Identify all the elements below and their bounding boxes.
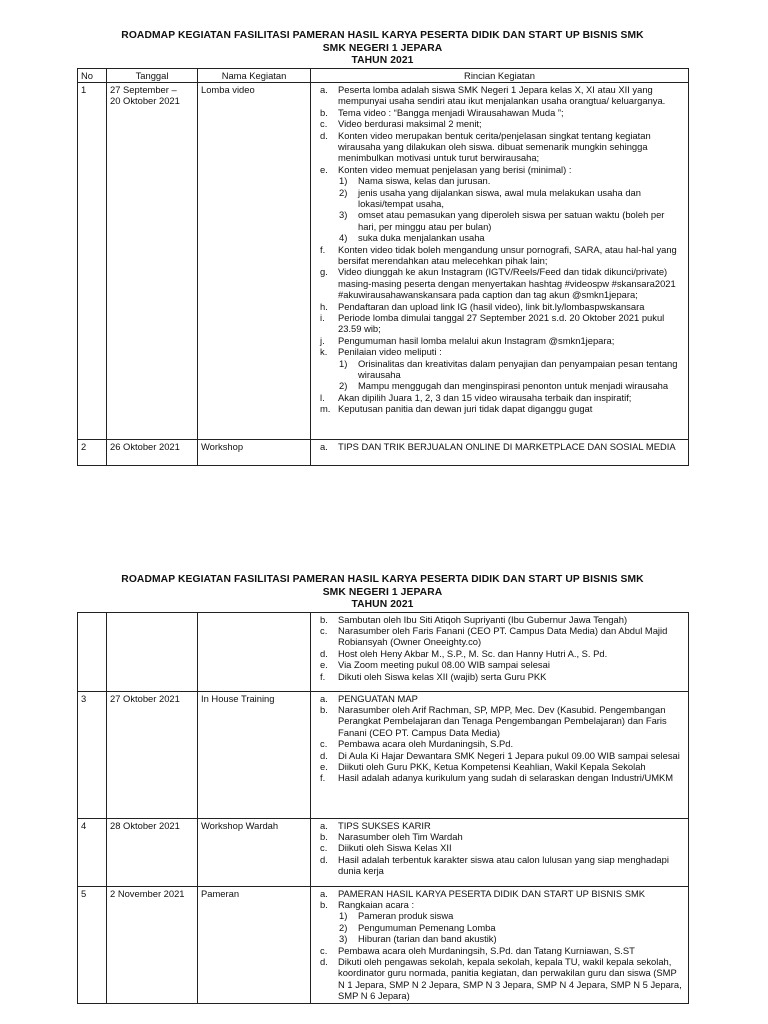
page-two [77,574,688,1004]
list-item: e. Konten video memuat penjelasan yang berisi (minimal) : 1) Nama siswa, kelas dan jurusan. 2) jenis usaha yang dijalankan siswa, awal mula melakukan usaha dan lokasi/tempat usaha, 3) omset atau pemasukan yang diperoleh siswa per satuan waktu (boleh per hari, per minggu atau per bulan) 4) suka duka menjalankan usaha [314,164,685,244]
list-item: b. Rangkaian acara : 1) Pameran produk siswa 2) Pengumuman Pemenang Lomba 3) Hiburan (tarian dan band akustik) [314,899,685,945]
row-details [311,612,689,691]
detail-list [314,84,685,415]
list-item: e. Via Zoom meeting pukul 08.00 WIB sampai selesai [320,659,550,671]
row-activity-name: Lomba video [198,82,311,439]
date-end: 20 Oktober 2021 [110,95,180,107]
row-date: 2 November 2021 [107,886,198,1003]
roadmap-table [77,68,689,466]
row-activity-name: Workshop [198,439,311,465]
list-item: a. TIPS DAN TRIK BERJUALAN ONLINE DI MARKETPLACE DAN SOSIAL MEDIA [320,440,676,452]
list-item: d. Di Aula Ki Hajar Dewantara SMK Negeri 1 Jepara pukul 09.00 WIB sampai selesai [320,749,680,761]
sub-list-item: 1) Orisinalitas dan kreativitas dalam penyajian dan penyampaian pesan tentang wirausaha [339,357,678,381]
list-item: d. Dikuti oleh pengawas sekolah, kepala sekolah, kepala TU, wakil kepala sekolah, koordinator guru normada, panitia kegiatan, dan perwakilan guru dan siswa (SMP N 1 Jepara, SMP N 2 Jepara, SMP N 3 Jepara, SMP N 4 Jepara, SMP N 5 Jepara, SMP N 6 Jepara) [320,955,682,1002]
document-header [77,574,688,612]
list-item: k. Penilaian video meliputi : 1) Orisinalitas dan kreativitas dalam penyajian dan penyampaian pesan tentang wirausaha 2) Mampu menggugah dan menginspirasi penonton untuk menjadi wirausaha [314,346,685,392]
list-item: a. Peserta lomba adalah siswa SMK Negeri 1 Jepara kelas X, XI atau XII yang mempunyai usaha sendiri atau ikut menjalankan usaha orangtua/ keluarganya. [320,83,666,107]
page-one [77,30,688,466]
list-item: b. Narasumber oleh Tim Wardah [320,830,463,842]
header-year: TAHUN 2021 [351,599,414,610]
document-header [77,30,688,68]
sub-list-item: 1) Pameran produk siswa [339,910,454,922]
sub-list [338,358,685,392]
list-item: d. Host oleh Heny Akbar M., S.P., M. Sc. dan Hanny Hutri A., S. Pd. [320,647,608,659]
list-item: a. PENGUATAN MAP [320,692,418,704]
list-item: c. Narasumber oleh Faris Fanani (CEO PT. Campus Data Media) dan Abdul Majid Robiansyah (Owner Oneeighty.co) [320,624,668,648]
sub-list-item: 4) suka duka menjalankan usaha [339,232,485,244]
list-item: c. Pembawa acara oleh Murdaningsih, S.Pd. dan Tatang Kurniawan, S.ST [320,944,635,956]
row-activity-name [198,612,311,691]
sub-list [338,175,685,243]
row-details [311,82,689,439]
detail-list [314,820,685,877]
row-date [107,82,198,439]
list-item: a. TIPS SUKSES KARIR [320,819,431,831]
list-item: b. Sambutan oleh Ibu Siti Atiqoh Supriyanti (Ibu Gubernur Jawa Tengah) [320,613,628,625]
row-number: 2 [78,439,107,465]
list-item: m. Keputusan panitia dan dewan juri tidak dapat diganggu gugat [320,403,593,415]
list-item: i. Periode lomba dimulai tanggal 27 September 2021 s.d. 20 Oktober 2021 pukul 23.59 wib; [320,312,665,335]
detail-list [314,693,685,784]
row-details [311,818,689,886]
date-start: 27 September – [110,83,177,95]
list-item: h. Pendaftaran dan upload link IG (hasil video), link bit.ly/lombaspwskansara [320,300,645,312]
row-date: 27 Oktober 2021 [107,691,198,818]
sub-list-item: 2) Mampu menggugah dan menginspirasi penonton untuk menjadi wirausaha [339,380,669,392]
sub-list [338,910,685,944]
row-details [311,439,689,465]
row-activity-name: In House Training [198,691,311,818]
row-activity-name: Workshop Wardah [198,818,311,886]
table-row [78,818,689,886]
detail-list [314,441,685,452]
row-date: 28 Oktober 2021 [107,818,198,886]
header-title: ROADMAP KEGIATAN FASILITASI PAMERAN HASIL KARYA PESERTA DIDIK DAN START UP BISNIS SMK [121,30,644,41]
row-number: 1 [78,82,107,439]
list-item: d. Hasil adalah terbentuk karakter siswa atau calon lulusan yang siap menghadapi dunia kerja [320,853,669,877]
detail-list [314,888,685,1002]
list-item: c. Video berdurasi maksimal 2 menit; [320,118,482,130]
list-item: g. Video diunggah ke akun Instagram (IGTV/Reels/Feed dan tidak dikunci/private) masing-masing peserta dengan menyertakan hashtag #videospw #skansara2021 #akuwirausahawanskansara pada caption dan tag akun @smkn1jepara; [320,266,676,301]
header-school: SMK NEGERI 1 JEPARA [322,42,443,54]
row-details [311,886,689,1003]
list-item: a. PAMERAN HASIL KARYA PESERTA DIDIK DAN START UP BISNIS SMK [320,887,646,899]
row-number: 4 [78,818,107,886]
sub-list-item: 2) Pengumuman Pemenang Lomba [339,921,496,933]
header-year: TAHUN 2021 [351,55,414,66]
table-header-row [78,68,689,82]
column-header-details: Rincian Kegiatan [311,68,689,82]
detail-list [314,614,685,682]
row-details [311,691,689,818]
row-number [78,612,107,691]
header-title: ROADMAP KEGIATAN FASILITASI PAMERAN HASIL KARYA PESERTA DIDIK DAN START UP BISNIS SMK [121,574,644,585]
table-row [78,886,689,1003]
list-item: b. Tema video : “Bangga menjadi Wirausahawan Muda ”; [320,106,564,118]
sub-list-item: 2) jenis usaha yang dijalankan siswa, awal mula melakukan usaha dan lokasi/tempat usaha, [339,186,641,209]
list-item: f. Konten video tidak boleh mengandung unsur pornografi, SARA, atau hal-hal yang bersifat merendahkan atau melecehkan pihak lain; [320,243,677,266]
column-header-activity: Nama Kegiatan [198,68,311,82]
list-item: b. Narasumber oleh Arif Rachman, SP, MPP, Mec. Dev (Kasubid. Pengembangan Perangkat Pembelajaran dan Tenaga Pengembangan Pembelajaran) dan Faris Fanani (CEO PT. Campus Data Media) [320,703,667,738]
list-item: f. Hasil adalah adanya kurikulum yang sudah di selaraskan dengan Industri/UMKM [320,772,674,784]
table-row [78,612,689,691]
list-item: j. Pengumuman hasil lomba melalui akun Instagram @smkn1jepara; [320,334,615,346]
list-item: e. Diikuti oleh Guru PKK, Ketua Kompetensi Keahlian, Wakil Kepala Sekolah [320,760,646,772]
list-item: d. Konten video merupakan bentuk cerita/penjelasan singkat tentang kegiatan wirausaha yang dilakukan oleh siswa. dibuat semenarik mungkin sehingga menimbulkan motivasi untuk turut berwirausaha; [320,129,651,164]
column-header-no: No [78,68,107,82]
table-row [78,82,689,439]
list-item: c. Diikuti oleh Siswa Kelas XII [320,842,452,854]
list-item: l. Akan dipilih Juara 1, 2, 3 dan 15 video wirausaha terbaik dan inspiratif; [320,391,632,403]
row-date: 26 Oktober 2021 [107,439,198,465]
row-date [107,612,198,691]
list-item: c. Pembawa acara oleh Murdaningsih, S.Pd. [320,738,514,750]
column-header-date: Tanggal [107,68,198,82]
header-school: SMK NEGERI 1 JEPARA [322,586,443,598]
roadmap-table-continued [77,612,689,1004]
sub-list-item: 3) omset atau pemasukan yang diperoleh siswa per satuan waktu (boleh per hari, per minggu atau per bulan) [339,209,665,232]
row-activity-name: Pameran [198,886,311,1003]
list-item: f. Dikuti oleh Siswa kelas XII (wajib) serta Guru PKK [320,670,547,682]
row-number: 5 [78,886,107,1003]
table-row [78,439,689,465]
sub-list-item: 3) Hiburan (tarian dan band akustik) [339,933,497,945]
table-row [78,691,689,818]
row-number: 3 [78,691,107,818]
sub-list-item: 1) Nama siswa, kelas dan jurusan. [339,175,491,187]
